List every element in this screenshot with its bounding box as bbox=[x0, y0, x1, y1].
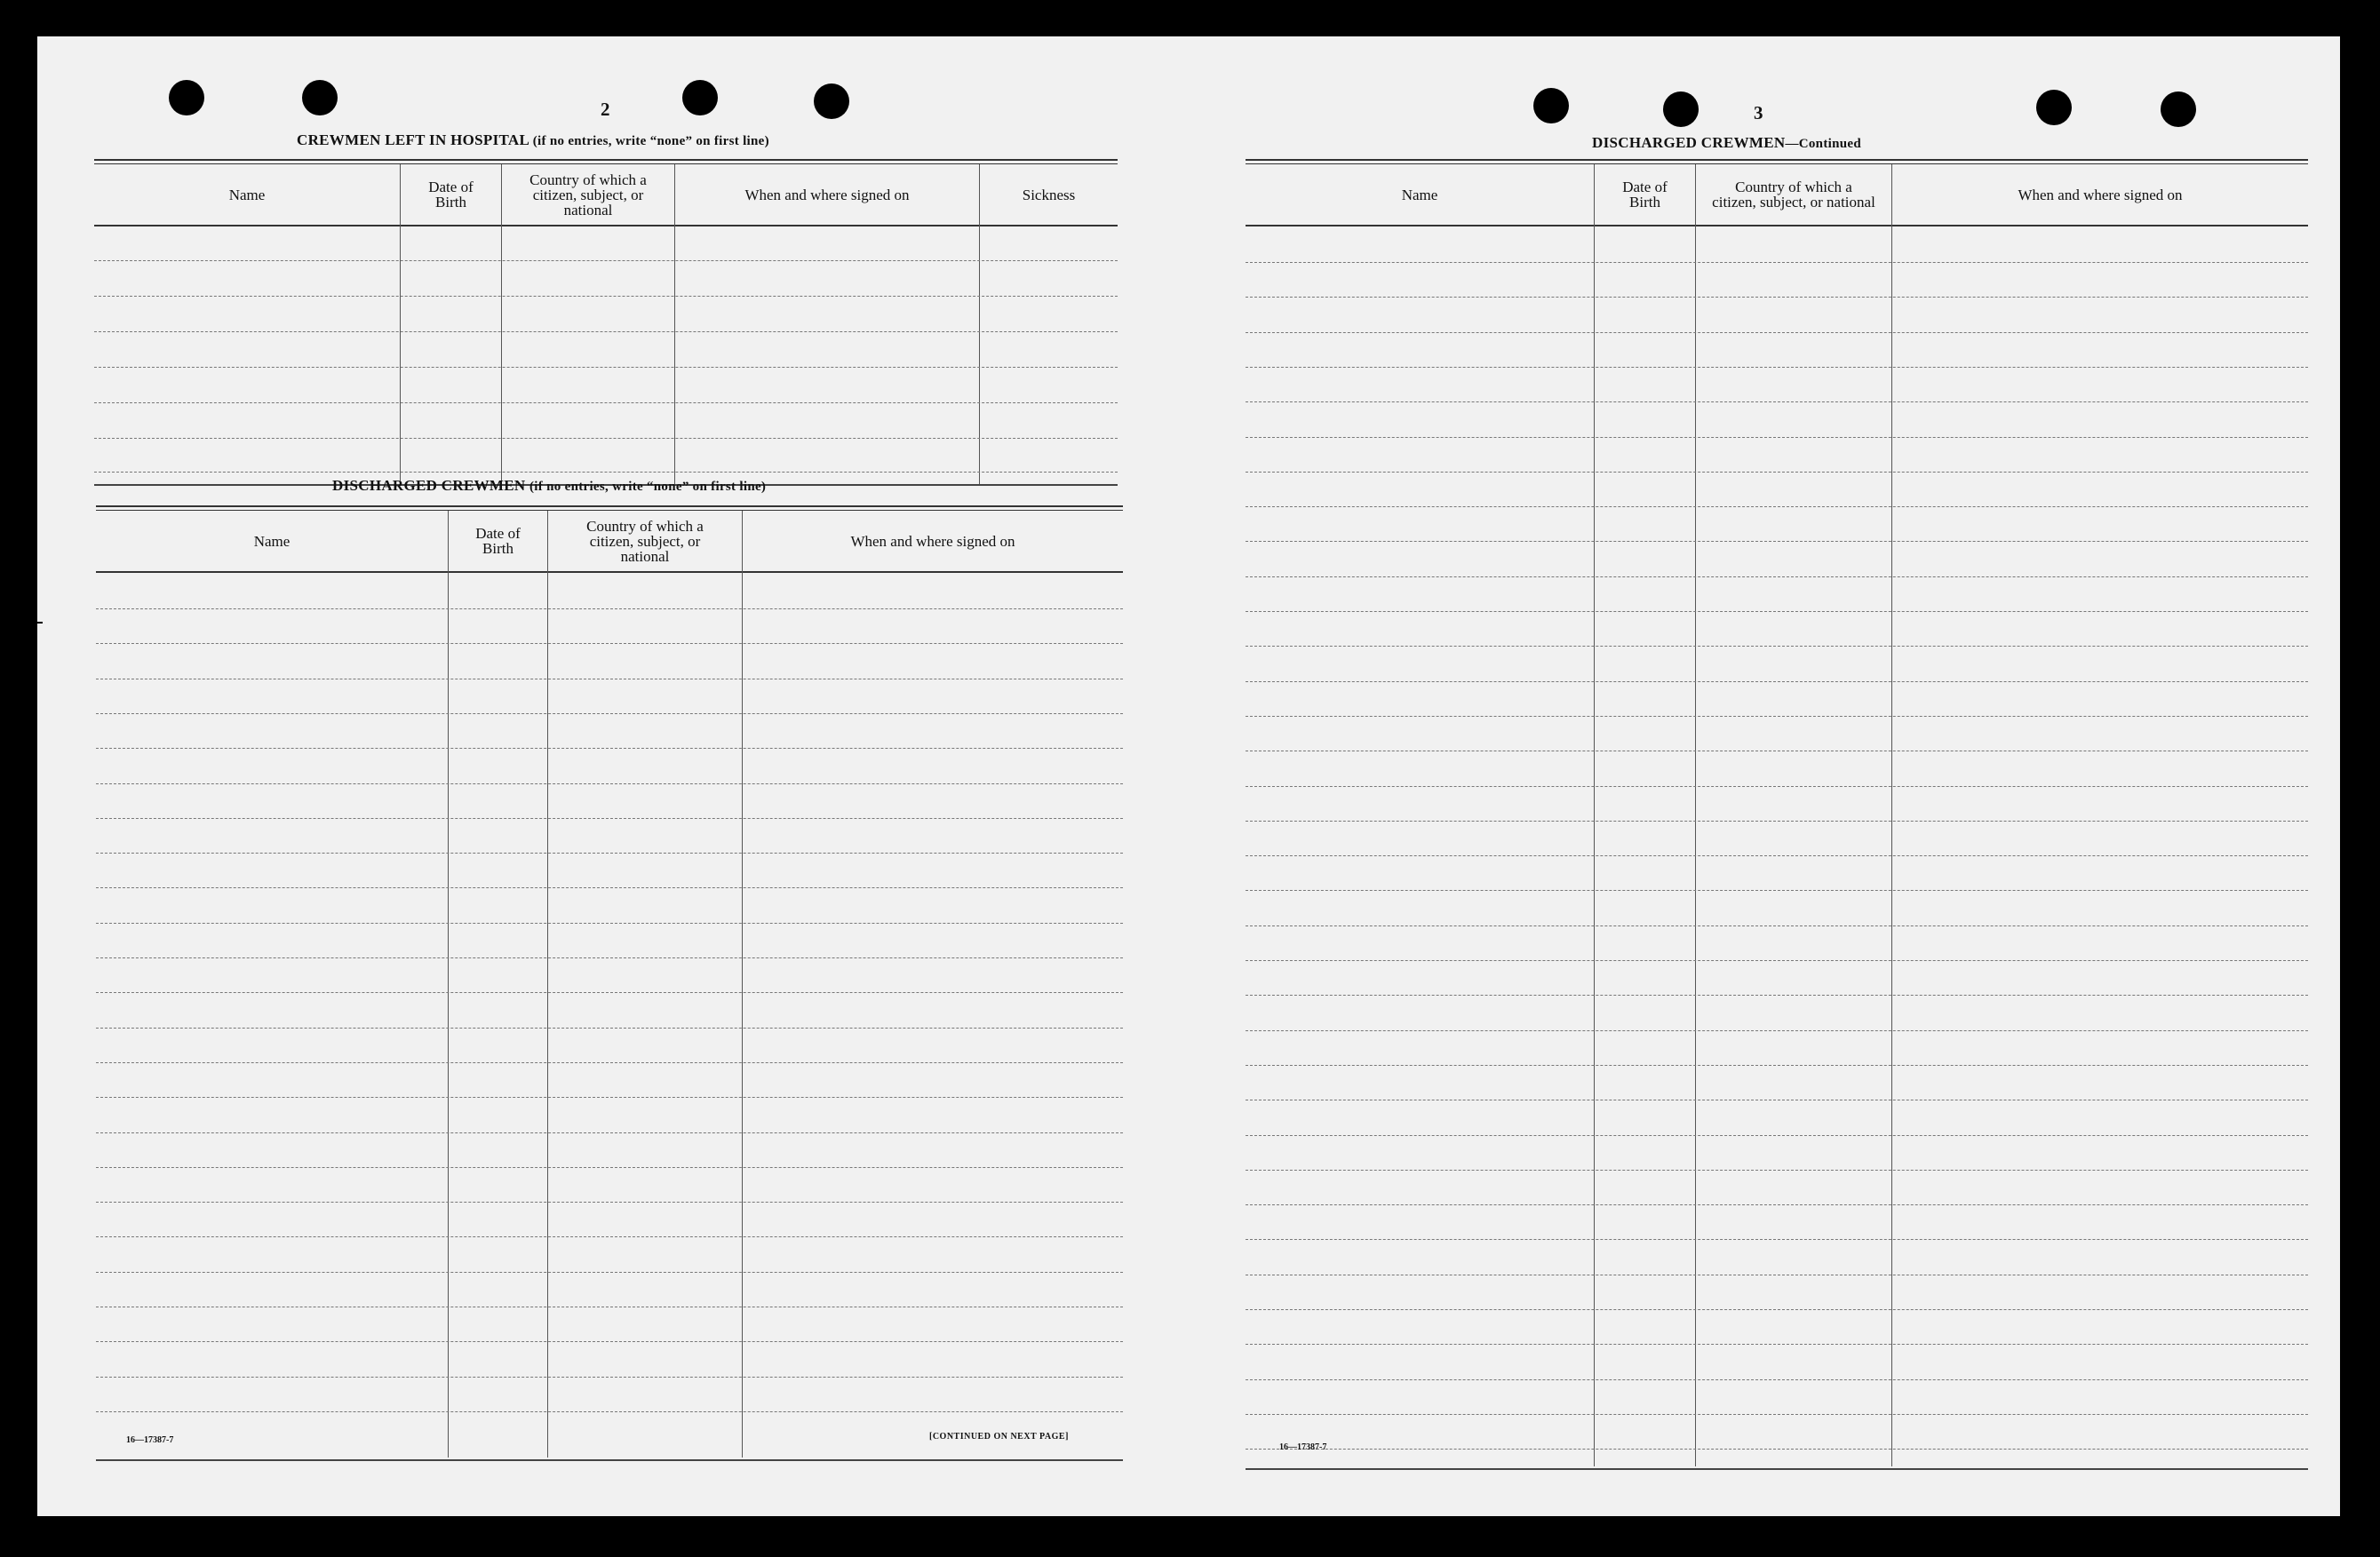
table-row bbox=[1246, 1239, 2308, 1240]
table-row bbox=[1246, 367, 2308, 368]
table-row bbox=[96, 1377, 1123, 1378]
table-top-rule bbox=[1246, 159, 2308, 161]
table-row bbox=[1246, 1449, 2308, 1450]
column-divider bbox=[501, 164, 502, 484]
table-bottom-rule bbox=[1246, 1468, 2308, 1470]
table-row bbox=[1246, 960, 2308, 961]
table-row bbox=[94, 260, 1118, 261]
table-row bbox=[1246, 890, 2308, 891]
table-row bbox=[1246, 786, 2308, 787]
table-row bbox=[1246, 437, 2308, 438]
table-row bbox=[96, 713, 1123, 714]
table-row bbox=[96, 748, 1123, 749]
table-row bbox=[96, 1202, 1123, 1203]
col-country-header: Country of which a citizen, subject, or national bbox=[586, 517, 704, 565]
col-name-header: Name bbox=[253, 532, 291, 550]
table-row bbox=[94, 296, 1118, 297]
table-row bbox=[1246, 1030, 2308, 1031]
discharged-title-text: DISCHARGED CREWMEN bbox=[332, 477, 526, 494]
table-row bbox=[94, 402, 1118, 403]
table-row bbox=[1246, 925, 2308, 926]
col-signed-on-header: When and where signed on bbox=[2018, 186, 2183, 203]
table-bottom-rule bbox=[96, 1459, 1123, 1461]
punch-hole bbox=[169, 80, 204, 115]
col-dob-header: Date of Birth bbox=[475, 525, 521, 557]
table-row bbox=[1246, 611, 2308, 612]
col-signed-on-header: When and where signed on bbox=[744, 186, 910, 203]
punch-hole bbox=[814, 83, 849, 119]
table-row bbox=[1246, 716, 2308, 717]
column-divider bbox=[742, 511, 743, 1458]
column-divider bbox=[1695, 164, 1696, 1466]
table-row bbox=[94, 331, 1118, 332]
table-row bbox=[96, 818, 1123, 819]
table-row bbox=[1246, 1204, 2308, 1205]
hospital-title-text: CREWMEN LEFT IN HOSPITAL bbox=[297, 131, 529, 148]
table-row bbox=[96, 783, 1123, 784]
col-name-header: Name bbox=[1401, 186, 1438, 203]
col-country-header: Country of which a citizen, subject, or national bbox=[1712, 179, 1875, 211]
column-divider bbox=[448, 511, 449, 1458]
col-sickness-header: Sickness bbox=[1022, 186, 1076, 203]
table-row bbox=[96, 1132, 1123, 1133]
table-row bbox=[1246, 1344, 2308, 1345]
form-number-left: 16—17387-7 bbox=[126, 1435, 174, 1445]
discharged-continued-title bbox=[1592, 134, 1861, 152]
continued-note: [CONTINUED ON NEXT PAGE] bbox=[929, 1432, 1069, 1442]
table-row bbox=[1246, 1065, 2308, 1066]
table-row bbox=[1246, 297, 2308, 298]
table-row bbox=[1246, 1379, 2308, 1380]
page-number-left: 2 bbox=[601, 99, 610, 120]
discharged-title-note: (if no entries, write “none” on first line) bbox=[529, 480, 767, 494]
table-row bbox=[1246, 262, 2308, 263]
table-row bbox=[1246, 506, 2308, 507]
column-divider bbox=[1594, 164, 1595, 1466]
punch-hole bbox=[2161, 91, 2196, 127]
table-row bbox=[1246, 821, 2308, 822]
table-row bbox=[1246, 541, 2308, 542]
table-row bbox=[96, 1341, 1123, 1342]
table-row bbox=[94, 438, 1118, 439]
discharged-section-title bbox=[332, 477, 766, 495]
table-row bbox=[1246, 855, 2308, 856]
table-row bbox=[1246, 995, 2308, 996]
table-row bbox=[1246, 681, 2308, 682]
continued-label: —Continued bbox=[1785, 137, 1861, 151]
table-row bbox=[1246, 646, 2308, 647]
table-row bbox=[94, 367, 1118, 368]
table-row bbox=[96, 1167, 1123, 1168]
table-row bbox=[94, 472, 1118, 473]
discharged-continued-table bbox=[1246, 159, 2308, 1472]
column-divider bbox=[547, 511, 548, 1458]
table-row bbox=[96, 957, 1123, 958]
col-dob-header: Date of Birth bbox=[428, 179, 474, 211]
table-row bbox=[96, 1097, 1123, 1098]
table-row bbox=[96, 887, 1123, 888]
punch-hole bbox=[682, 80, 718, 115]
hospital-title-note: (if no entries, write “none” on first line) bbox=[532, 134, 769, 148]
table-row bbox=[96, 643, 1123, 644]
column-divider bbox=[1891, 164, 1892, 1466]
table-row bbox=[96, 992, 1123, 993]
column-divider bbox=[979, 164, 980, 484]
table-row bbox=[1246, 472, 2308, 473]
table-row bbox=[96, 1411, 1123, 1412]
table-row bbox=[1246, 332, 2308, 333]
margin-mark bbox=[37, 622, 43, 624]
page-number-right: 3 bbox=[1754, 102, 1763, 123]
table-row bbox=[96, 923, 1123, 924]
table-row bbox=[1246, 1309, 2308, 1310]
table-top-rule bbox=[96, 505, 1123, 507]
column-divider bbox=[400, 164, 401, 484]
form-sheet bbox=[37, 36, 2340, 1516]
table-row bbox=[96, 853, 1123, 854]
table-row bbox=[96, 1272, 1123, 1273]
form-number-right: 16—17387-7 bbox=[1279, 1442, 1327, 1452]
discharged-table bbox=[96, 505, 1123, 1461]
punch-hole bbox=[302, 80, 338, 115]
table-row bbox=[1246, 576, 2308, 577]
table-top-rule bbox=[94, 159, 1118, 161]
hospital-section-title bbox=[297, 131, 769, 149]
table-row bbox=[1246, 401, 2308, 402]
table-row bbox=[96, 1062, 1123, 1063]
column-divider bbox=[674, 164, 675, 484]
table-row bbox=[96, 1028, 1123, 1029]
table-row bbox=[96, 1236, 1123, 1237]
punch-hole bbox=[1663, 91, 1699, 127]
table-row bbox=[1246, 1135, 2308, 1136]
col-name-header: Name bbox=[228, 186, 266, 203]
punch-hole bbox=[1533, 88, 1569, 123]
discharged-continued-text: DISCHARGED CREWMEN bbox=[1592, 134, 1786, 151]
table-row bbox=[1246, 1414, 2308, 1415]
table-row bbox=[96, 608, 1123, 609]
col-signed-on-header: When and where signed on bbox=[850, 532, 1015, 550]
hospital-table bbox=[94, 159, 1118, 487]
col-dob-header: Date of Birth bbox=[1622, 179, 1668, 211]
table-row bbox=[1246, 1170, 2308, 1171]
punch-hole bbox=[2036, 90, 2072, 125]
col-country-header: Country of which a citizen, subject, or national bbox=[529, 171, 647, 218]
